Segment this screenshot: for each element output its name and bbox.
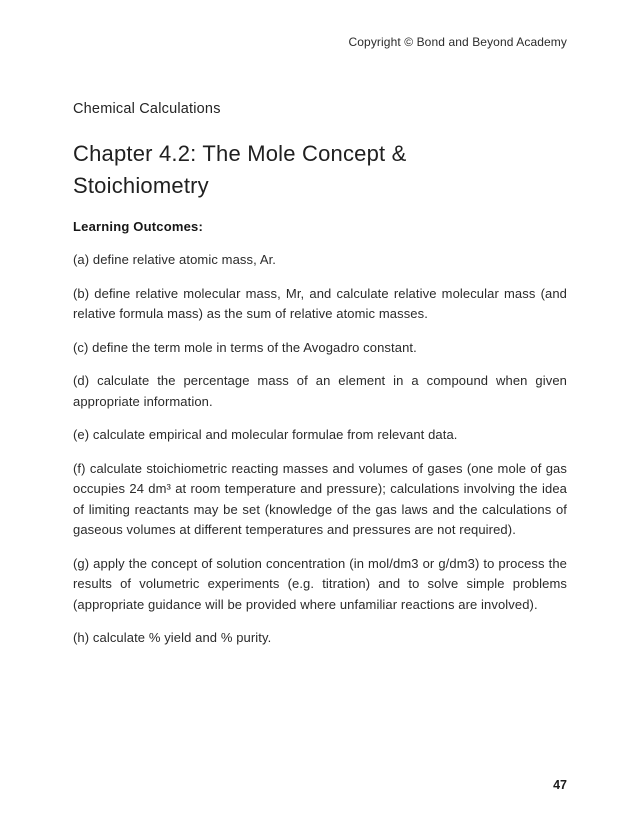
page-number: 47	[553, 778, 567, 792]
learning-outcome-item-e: (e) calculate empirical and molecular formulae from relevant data.	[73, 427, 458, 443]
chapter-title: Chapter 4.2: The Mole Concept & Stoichiometry	[73, 141, 407, 198]
learning-outcome-item-c: (c) define the term mole in terms of the Avogadro constant.	[73, 339, 417, 355]
section-label: Chemical Calculations	[73, 101, 221, 117]
copyright-text: Copyright © Bond and Beyond Academy	[348, 35, 567, 49]
learning-outcome-item-a: (a) define relative atomic mass, Ar.	[73, 252, 277, 268]
learning-outcome-item-b: (b) define relative molecular mass, Mr, and calculate relative molecular mass (and relative formula mass) as the sum of relative atomic masses.	[73, 285, 567, 322]
learning-outcome-item-h: (h) calculate % yield and % purity.	[73, 630, 272, 646]
learning-outcomes-heading: Learning Outcomes:	[73, 218, 204, 234]
learning-outcome-item-d: (d) calculate the percentage mass of an element in a compound when given appropriate information.	[73, 373, 567, 409]
learning-outcome-item-f: (f) calculate stoichiometric reacting masses and volumes of gases (one mole of gas occupies 24 dm³ at room temperature and pressure); calculations involving the idea of limiting reactants may be set (knowledge of the gas laws and the calculations of gaseous volumes at different temperatures and pressures are not required).	[73, 460, 567, 538]
learning-outcome-item-g: (g) apply the concept of solution concentration (in mol/dm3 or g/dm3) to process the results of volumetric experiments (e.g. titration) and to solve simple problems (appropriate guidance will be provided where unfamiliar reactions are involved).	[73, 555, 567, 612]
